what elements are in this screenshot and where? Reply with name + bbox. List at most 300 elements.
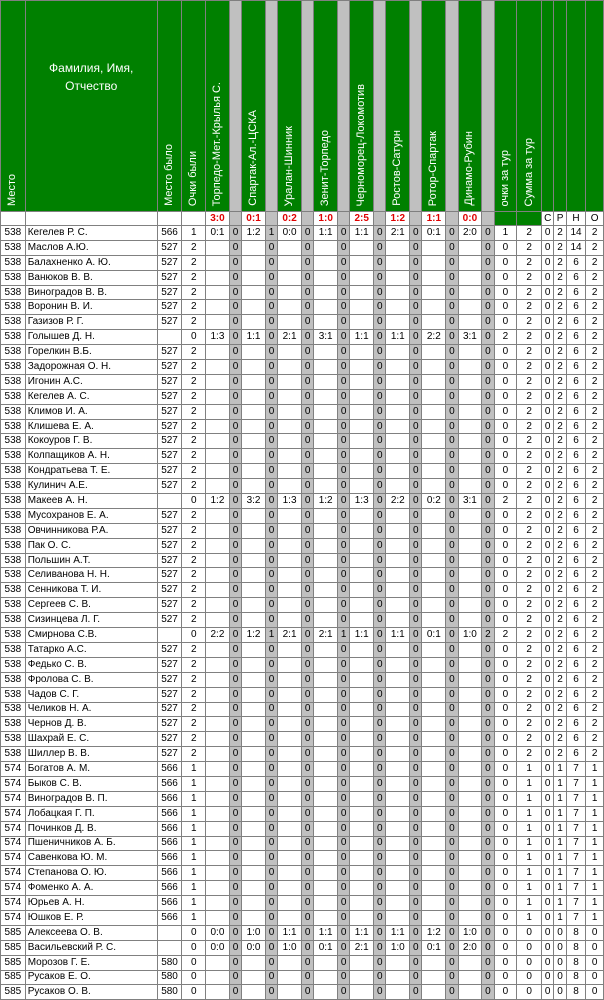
prediction-points-cell[interactable]: 0 — [265, 806, 277, 821]
prediction-points-cell[interactable]: 0 — [229, 449, 241, 464]
prediction-points-cell[interactable]: 0 — [410, 955, 422, 970]
prediction-cell[interactable] — [350, 791, 374, 806]
place-cell[interactable]: 574 — [1, 896, 26, 911]
stat-p-cell[interactable]: 2 — [554, 255, 566, 270]
prediction-cell[interactable] — [314, 434, 338, 449]
prediction-cell[interactable] — [206, 255, 230, 270]
prediction-points-cell[interactable]: 0 — [301, 836, 313, 851]
prediction-cell[interactable] — [386, 434, 410, 449]
prediction-cell[interactable] — [458, 464, 482, 479]
stat-n-cell[interactable]: 6 — [566, 672, 586, 687]
prediction-cell[interactable] — [314, 687, 338, 702]
name-cell[interactable]: Починков Д. В. — [25, 821, 157, 836]
prediction-points-cell[interactable]: 0 — [446, 806, 458, 821]
prediction-cell[interactable] — [206, 642, 230, 657]
stat-o-cell[interactable]: 2 — [586, 568, 604, 583]
tour-points-cell[interactable]: 0 — [494, 925, 517, 940]
name-cell[interactable]: Степанова О. Ю. — [25, 866, 157, 881]
place-cell[interactable]: 574 — [1, 762, 26, 777]
prediction-points-cell[interactable]: 0 — [301, 717, 313, 732]
stat-c-cell[interactable]: 0 — [542, 240, 554, 255]
points-were-cell[interactable]: 2 — [182, 598, 206, 613]
tour-points-cell[interactable]: 2 — [494, 330, 517, 345]
place-was-cell[interactable]: 527 — [157, 449, 182, 464]
table-row[interactable] — [1, 508, 604, 523]
tour-points-cell[interactable]: 0 — [494, 270, 517, 285]
place-was-cell[interactable]: 527 — [157, 553, 182, 568]
prediction-points-cell[interactable]: 0 — [374, 881, 386, 896]
prediction-cell[interactable]: 2:1 — [386, 226, 410, 241]
prediction-cell[interactable] — [422, 523, 446, 538]
stat-n-cell[interactable]: 6 — [566, 523, 586, 538]
stat-c-cell[interactable]: 0 — [542, 538, 554, 553]
tour-points-cell[interactable]: 0 — [494, 657, 517, 672]
prediction-cell[interactable] — [242, 434, 266, 449]
prediction-cell[interactable] — [422, 360, 446, 375]
prediction-points-cell[interactable]: 0 — [265, 479, 277, 494]
tour-points-cell[interactable]: 0 — [494, 672, 517, 687]
prediction-cell[interactable] — [422, 389, 446, 404]
prediction-cell[interactable] — [350, 657, 374, 672]
name-cell[interactable]: Кегелев А. С. — [25, 389, 157, 404]
prediction-cell[interactable] — [350, 404, 374, 419]
prediction-cell[interactable] — [242, 508, 266, 523]
prediction-cell[interactable] — [386, 240, 410, 255]
stat-n-cell[interactable]: 6 — [566, 345, 586, 360]
place-cell[interactable]: 538 — [1, 479, 26, 494]
stat-o-cell[interactable]: 1 — [586, 806, 604, 821]
prediction-points-cell[interactable]: 0 — [265, 925, 277, 940]
total-cell[interactable]: 2 — [517, 345, 542, 360]
stat-o-cell[interactable]: 2 — [586, 255, 604, 270]
prediction-cell[interactable] — [386, 255, 410, 270]
tour-points-cell[interactable]: 0 — [494, 553, 517, 568]
prediction-points-cell[interactable]: 0 — [374, 672, 386, 687]
prediction-points-cell[interactable]: 0 — [410, 642, 422, 657]
prediction-cell[interactable]: 1:1 — [350, 925, 374, 940]
table-row[interactable] — [1, 464, 604, 479]
prediction-points-cell[interactable]: 0 — [229, 762, 241, 777]
total-cell[interactable]: 2 — [517, 330, 542, 345]
total-cell[interactable]: 2 — [517, 732, 542, 747]
tour-points-cell[interactable]: 0 — [494, 762, 517, 777]
stat-c-cell[interactable]: 0 — [542, 791, 554, 806]
prediction-cell[interactable] — [242, 702, 266, 717]
prediction-cell[interactable] — [278, 851, 302, 866]
points-were-cell[interactable]: 2 — [182, 657, 206, 672]
table-row[interactable] — [1, 776, 604, 791]
prediction-points-cell[interactable]: 0 — [301, 285, 313, 300]
tour-points-cell[interactable]: 0 — [494, 240, 517, 255]
stat-o-cell[interactable]: 2 — [586, 315, 604, 330]
stat-p-cell[interactable]: 1 — [554, 851, 566, 866]
prediction-points-cell[interactable]: 0 — [446, 851, 458, 866]
prediction-points-cell[interactable]: 0 — [301, 523, 313, 538]
place-cell[interactable]: 538 — [1, 553, 26, 568]
prediction-cell[interactable] — [458, 419, 482, 434]
prediction-cell[interactable] — [206, 896, 230, 911]
name-cell[interactable]: Чадов С. Г. — [25, 687, 157, 702]
prediction-cell[interactable] — [458, 553, 482, 568]
prediction-points-cell[interactable]: 0 — [338, 642, 350, 657]
points-were-cell[interactable]: 2 — [182, 464, 206, 479]
stat-p-cell[interactable]: 1 — [554, 791, 566, 806]
prediction-cell[interactable] — [350, 732, 374, 747]
prediction-points-cell[interactable]: 0 — [410, 240, 422, 255]
prediction-points-cell[interactable]: 0 — [410, 404, 422, 419]
place-cell[interactable]: 538 — [1, 672, 26, 687]
prediction-cell[interactable] — [386, 449, 410, 464]
prediction-cell[interactable] — [206, 449, 230, 464]
prediction-points-cell[interactable]: 0 — [301, 881, 313, 896]
prediction-cell[interactable] — [458, 270, 482, 285]
prediction-cell[interactable] — [386, 762, 410, 777]
prediction-cell[interactable] — [242, 821, 266, 836]
stat-n-cell[interactable]: 8 — [566, 955, 586, 970]
name-cell[interactable]: Польшин А.Т. — [25, 553, 157, 568]
prediction-cell[interactable] — [458, 970, 482, 985]
prediction-cell[interactable] — [278, 464, 302, 479]
stat-n-cell[interactable]: 8 — [566, 940, 586, 955]
stat-o-cell[interactable]: 1 — [586, 866, 604, 881]
name-cell[interactable]: Пшеничников А. Б. — [25, 836, 157, 851]
name-cell[interactable]: Пак О. С. — [25, 538, 157, 553]
prediction-points-cell[interactable]: 0 — [301, 687, 313, 702]
place-cell[interactable]: 538 — [1, 419, 26, 434]
prediction-cell[interactable] — [242, 255, 266, 270]
total-cell[interactable]: 2 — [517, 583, 542, 598]
prediction-cell[interactable] — [422, 434, 446, 449]
prediction-points-cell[interactable]: 0 — [229, 523, 241, 538]
prediction-points-cell[interactable]: 0 — [410, 434, 422, 449]
prediction-cell[interactable] — [458, 910, 482, 925]
name-cell[interactable]: Сенникова Т. И. — [25, 583, 157, 598]
prediction-cell[interactable] — [206, 479, 230, 494]
prediction-cell[interactable]: 1:0 — [242, 925, 266, 940]
total-cell[interactable]: 1 — [517, 821, 542, 836]
prediction-points-cell[interactable]: 0 — [265, 687, 277, 702]
table-row[interactable] — [1, 285, 604, 300]
prediction-points-cell[interactable]: 0 — [229, 285, 241, 300]
stat-o-cell[interactable]: 2 — [586, 226, 604, 241]
prediction-cell[interactable] — [314, 717, 338, 732]
prediction-points-cell[interactable]: 0 — [482, 479, 494, 494]
prediction-points-cell[interactable]: 0 — [265, 360, 277, 375]
stat-o-cell[interactable]: 2 — [586, 374, 604, 389]
prediction-points-cell[interactable]: 0 — [446, 330, 458, 345]
prediction-points-cell[interactable]: 0 — [482, 836, 494, 851]
total-cell[interactable]: 0 — [517, 970, 542, 985]
total-cell[interactable]: 2 — [517, 374, 542, 389]
stat-o-cell[interactable]: 2 — [586, 508, 604, 523]
place-header[interactable] — [1, 1, 26, 212]
place-cell[interactable]: 538 — [1, 270, 26, 285]
prediction-cell[interactable] — [278, 419, 302, 434]
prediction-cell[interactable] — [422, 374, 446, 389]
prediction-points-cell[interactable]: 0 — [374, 404, 386, 419]
stat-o-cell[interactable]: 1 — [586, 851, 604, 866]
stat-p-cell[interactable]: 1 — [554, 762, 566, 777]
total-cell[interactable]: 2 — [517, 657, 542, 672]
place-was-cell[interactable]: 527 — [157, 464, 182, 479]
place-was-cell[interactable] — [157, 494, 182, 509]
tour-points-cell[interactable]: 0 — [494, 985, 517, 1000]
stat-p-cell[interactable]: 2 — [554, 747, 566, 762]
stat-n-cell[interactable]: 6 — [566, 255, 586, 270]
prediction-cell[interactable]: 1:0 — [458, 628, 482, 643]
prediction-points-cell[interactable]: 0 — [446, 226, 458, 241]
prediction-points-cell[interactable]: 0 — [374, 494, 386, 509]
prediction-cell[interactable] — [386, 360, 410, 375]
prediction-cell[interactable] — [386, 553, 410, 568]
place-was-cell[interactable]: 580 — [157, 970, 182, 985]
prediction-cell[interactable] — [350, 613, 374, 628]
stat-p-cell[interactable]: 1 — [554, 836, 566, 851]
place-was-cell[interactable]: 527 — [157, 747, 182, 762]
stat-c-cell[interactable]: 0 — [542, 657, 554, 672]
tour-points-cell[interactable]: 2 — [494, 628, 517, 643]
prediction-cell[interactable]: 1:0 — [386, 940, 410, 955]
prediction-points-cell[interactable]: 0 — [374, 389, 386, 404]
prediction-points-cell[interactable]: 0 — [410, 538, 422, 553]
name-cell[interactable]: Климов И. А. — [25, 404, 157, 419]
prediction-cell[interactable] — [206, 776, 230, 791]
prediction-points-cell[interactable]: 0 — [482, 523, 494, 538]
prediction-cell[interactable] — [242, 985, 266, 1000]
prediction-cell[interactable] — [242, 568, 266, 583]
prediction-points-cell[interactable]: 0 — [338, 240, 350, 255]
points-were-cell[interactable]: 1 — [182, 851, 206, 866]
tour-points-cell[interactable]: 0 — [494, 508, 517, 523]
name-cell[interactable]: Чернов Д. В. — [25, 717, 157, 732]
prediction-points-cell[interactable]: 0 — [338, 821, 350, 836]
table-row[interactable] — [1, 330, 604, 345]
prediction-points-cell[interactable]: 0 — [301, 613, 313, 628]
prediction-cell[interactable] — [278, 881, 302, 896]
prediction-points-cell[interactable]: 0 — [229, 270, 241, 285]
total-cell[interactable]: 1 — [517, 762, 542, 777]
prediction-cell[interactable] — [422, 538, 446, 553]
prediction-cell[interactable] — [386, 315, 410, 330]
prediction-cell[interactable] — [206, 345, 230, 360]
stat-c-cell[interactable]: 0 — [542, 479, 554, 494]
prediction-points-cell[interactable]: 0 — [338, 315, 350, 330]
stat-n-cell[interactable]: 6 — [566, 270, 586, 285]
prediction-cell[interactable]: 3:1 — [458, 330, 482, 345]
tour-points-cell[interactable]: 0 — [494, 255, 517, 270]
points-were-header[interactable] — [182, 1, 206, 212]
prediction-cell[interactable] — [350, 747, 374, 762]
prediction-cell[interactable] — [278, 479, 302, 494]
stat-n-cell[interactable]: 6 — [566, 419, 586, 434]
prediction-points-cell[interactable]: 0 — [374, 970, 386, 985]
stat-n-cell[interactable]: 8 — [566, 985, 586, 1000]
name-cell[interactable]: Газизов Р. Г. — [25, 315, 157, 330]
points-were-cell[interactable]: 2 — [182, 374, 206, 389]
prediction-cell[interactable]: 3:2 — [242, 494, 266, 509]
points-were-cell[interactable]: 1 — [182, 866, 206, 881]
prediction-cell[interactable] — [206, 747, 230, 762]
name-cell[interactable]: Богатов А. М. — [25, 762, 157, 777]
prediction-points-cell[interactable]: 0 — [301, 434, 313, 449]
stat-o-cell[interactable]: 2 — [586, 389, 604, 404]
place-cell[interactable]: 585 — [1, 955, 26, 970]
prediction-points-cell[interactable]: 0 — [265, 330, 277, 345]
prediction-cell[interactable] — [422, 479, 446, 494]
match-header-2[interactable] — [242, 1, 266, 212]
prediction-cell[interactable]: 2:0 — [458, 226, 482, 241]
prediction-points-cell[interactable]: 0 — [265, 523, 277, 538]
place-cell[interactable]: 538 — [1, 345, 26, 360]
prediction-cell[interactable] — [242, 360, 266, 375]
stat-o-cell[interactable]: 0 — [586, 940, 604, 955]
prediction-points-cell[interactable]: 0 — [301, 568, 313, 583]
prediction-cell[interactable] — [314, 821, 338, 836]
prediction-points-cell[interactable]: 0 — [265, 732, 277, 747]
place-was-cell[interactable]: 527 — [157, 404, 182, 419]
prediction-points-cell[interactable]: 0 — [301, 583, 313, 598]
stat-c-cell[interactable]: 0 — [542, 776, 554, 791]
prediction-cell[interactable] — [386, 717, 410, 732]
prediction-cell[interactable] — [422, 449, 446, 464]
prediction-cell[interactable] — [314, 598, 338, 613]
prediction-points-cell[interactable]: 0 — [338, 508, 350, 523]
prediction-cell[interactable] — [422, 508, 446, 523]
prediction-cell[interactable] — [314, 896, 338, 911]
tour-points-cell[interactable]: 2 — [494, 494, 517, 509]
prediction-points-cell[interactable]: 0 — [410, 360, 422, 375]
prediction-cell[interactable] — [386, 702, 410, 717]
prediction-points-cell[interactable]: 0 — [446, 360, 458, 375]
prediction-points-cell[interactable]: 0 — [374, 628, 386, 643]
points-were-cell[interactable]: 0 — [182, 330, 206, 345]
prediction-cell[interactable] — [206, 836, 230, 851]
prediction-cell[interactable] — [386, 955, 410, 970]
stat-c-cell[interactable]: 0 — [542, 226, 554, 241]
prediction-points-cell[interactable]: 0 — [265, 940, 277, 955]
prediction-points-cell[interactable]: 0 — [229, 940, 241, 955]
name-cell[interactable]: Игонин А.С. — [25, 374, 157, 389]
prediction-cell[interactable] — [350, 896, 374, 911]
prediction-cell[interactable] — [422, 836, 446, 851]
stat-n-cell[interactable]: 6 — [566, 479, 586, 494]
place-cell[interactable]: 538 — [1, 315, 26, 330]
prediction-cell[interactable] — [386, 523, 410, 538]
prediction-points-cell[interactable]: 0 — [338, 374, 350, 389]
prediction-cell[interactable]: 1:1 — [314, 925, 338, 940]
place-cell[interactable]: 538 — [1, 374, 26, 389]
prediction-points-cell[interactable]: 0 — [410, 747, 422, 762]
place-cell[interactable]: 538 — [1, 568, 26, 583]
stat-c-cell[interactable]: 0 — [542, 613, 554, 628]
prediction-points-cell[interactable]: 0 — [374, 806, 386, 821]
prediction-cell[interactable] — [422, 285, 446, 300]
prediction-cell[interactable] — [350, 598, 374, 613]
prediction-points-cell[interactable]: 0 — [338, 523, 350, 538]
place-cell[interactable]: 538 — [1, 687, 26, 702]
prediction-cell[interactable] — [278, 955, 302, 970]
tour-points-cell[interactable]: 0 — [494, 419, 517, 434]
prediction-points-cell[interactable]: 0 — [446, 747, 458, 762]
prediction-points-cell[interactable]: 0 — [301, 628, 313, 643]
total-cell[interactable]: 1 — [517, 806, 542, 821]
prediction-points-cell[interactable]: 0 — [301, 821, 313, 836]
prediction-points-cell[interactable]: 0 — [301, 896, 313, 911]
table-row[interactable] — [1, 419, 604, 434]
prediction-points-cell[interactable]: 0 — [301, 360, 313, 375]
prediction-cell[interactable] — [278, 404, 302, 419]
prediction-cell[interactable] — [206, 910, 230, 925]
prediction-points-cell[interactable]: 0 — [229, 583, 241, 598]
stat-c-cell[interactable]: 0 — [542, 300, 554, 315]
name-cell[interactable]: Юшков Е. Р. — [25, 910, 157, 925]
name-cell[interactable]: Макеев А. Н. — [25, 494, 157, 509]
prediction-points-cell[interactable]: 0 — [229, 747, 241, 762]
prediction-points-cell[interactable]: 0 — [301, 226, 313, 241]
prediction-cell[interactable] — [314, 508, 338, 523]
prediction-cell[interactable] — [242, 642, 266, 657]
place-cell[interactable]: 538 — [1, 494, 26, 509]
prediction-points-cell[interactable]: 0 — [265, 791, 277, 806]
prediction-cell[interactable] — [458, 806, 482, 821]
prediction-cell[interactable] — [422, 806, 446, 821]
tour-points-cell[interactable]: 0 — [494, 776, 517, 791]
prediction-points-cell[interactable]: 0 — [482, 434, 494, 449]
place-was-header[interactable] — [157, 1, 182, 212]
prediction-cell[interactable] — [386, 672, 410, 687]
prediction-cell[interactable] — [206, 687, 230, 702]
place-cell[interactable]: 574 — [1, 910, 26, 925]
prediction-points-cell[interactable]: 0 — [482, 464, 494, 479]
stat-p-cell[interactable]: 2 — [554, 732, 566, 747]
prediction-cell[interactable] — [458, 642, 482, 657]
prediction-points-cell[interactable]: 0 — [265, 419, 277, 434]
stat-o-cell[interactable]: 2 — [586, 300, 604, 315]
prediction-points-cell[interactable]: 0 — [410, 508, 422, 523]
stat-p-cell[interactable]: 2 — [554, 300, 566, 315]
prediction-cell[interactable] — [314, 464, 338, 479]
prediction-cell[interactable] — [314, 851, 338, 866]
prediction-points-cell[interactable]: 0 — [338, 747, 350, 762]
stat-p-cell[interactable]: 2 — [554, 389, 566, 404]
prediction-cell[interactable] — [206, 657, 230, 672]
tour-points-cell[interactable]: 0 — [494, 583, 517, 598]
tour-points-cell[interactable]: 0 — [494, 374, 517, 389]
stat-c-cell[interactable]: 0 — [542, 970, 554, 985]
prediction-cell[interactable]: 1:1 — [350, 226, 374, 241]
prediction-cell[interactable] — [386, 851, 410, 866]
prediction-points-cell[interactable]: 0 — [482, 985, 494, 1000]
prediction-cell[interactable] — [242, 449, 266, 464]
tour-points-cell[interactable]: 0 — [494, 896, 517, 911]
points-were-cell[interactable]: 2 — [182, 583, 206, 598]
prediction-points-cell[interactable]: 0 — [482, 538, 494, 553]
prediction-points-cell[interactable]: 0 — [482, 389, 494, 404]
prediction-cell[interactable] — [350, 985, 374, 1000]
prediction-points-cell[interactable]: 1 — [338, 628, 350, 643]
stat-o-cell[interactable]: 0 — [586, 985, 604, 1000]
prediction-points-cell[interactable]: 0 — [229, 955, 241, 970]
name-cell[interactable]: Смирнова С.В. — [25, 628, 157, 643]
tour-points-cell[interactable]: 0 — [494, 687, 517, 702]
prediction-points-cell[interactable]: 0 — [301, 791, 313, 806]
prediction-cell[interactable] — [206, 985, 230, 1000]
points-were-cell[interactable]: 1 — [182, 910, 206, 925]
prediction-cell[interactable] — [422, 747, 446, 762]
prediction-cell[interactable] — [422, 762, 446, 777]
total-cell[interactable]: 2 — [517, 300, 542, 315]
prediction-points-cell[interactable]: 0 — [482, 494, 494, 509]
